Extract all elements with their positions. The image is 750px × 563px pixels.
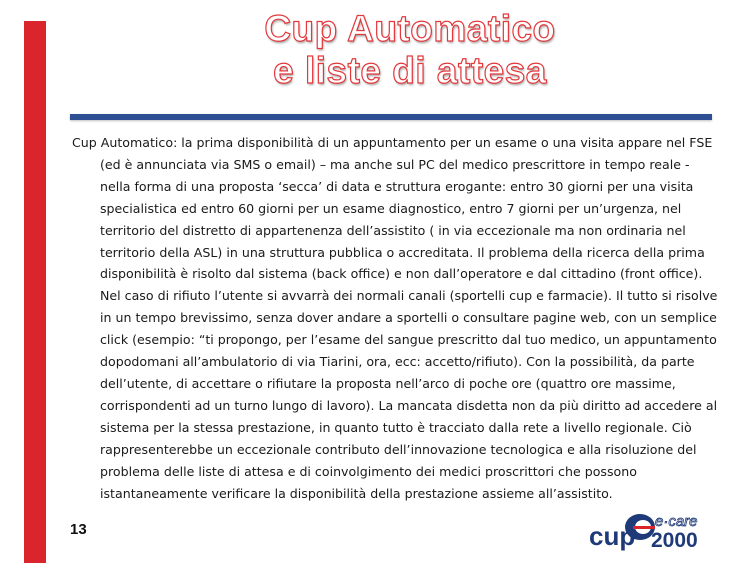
cup-ecare-2000-logo xyxy=(585,505,725,555)
left-accent-bar xyxy=(24,21,46,563)
title-line-1: Cup Automatico xyxy=(264,8,556,49)
logo-graphic xyxy=(585,505,725,555)
logo-text-cup: cup xyxy=(589,521,636,551)
title-line-2: e liste di attesa xyxy=(273,50,547,91)
logo-text-2000: 2000 xyxy=(651,529,698,552)
slide-title xyxy=(160,8,660,92)
logo-text-ecare: e·care xyxy=(655,513,698,530)
page-number: 13 xyxy=(70,521,87,538)
slide-body-text: Cup Automatico: la prima disponibilità di un appuntamento per un esame o una visita appare nel FSE (ed è annunciata via SMS o email) – ma anche sul PC del medico prescrittore in tempo reale - nella forma di una proposta ‘secca’ di data e struttura erogante: entro 30 giorni per una visita specialistica ed entro 60 giorni per un esame diagnostico, entro 7 giorni per un’urgenza, nel territorio del distretto di appartenenza dell’assistito ( in via eccezionale ma non ordinaria nel territorio della ASL) in una struttura pubblica o accreditata. Il problema della ricerca della prima disponibilità è risolto dal sistema (back office) e non dall’operatore e dal cittadino (front office). Nel caso di rifiuto l’utente si avvarrà dei normali canali (sportelli cup e farmacie). Il tutto si risolve in un tempo brevissimo, senza dover andare a sportelli o consultare pagine web, con un semplice click (esempio: “ti propongo, per l’esame del sangue prescritto dal tuo medico, un appuntamento dopodomani all’ambulatorio di via Tiarini, ora, ecc: accetto/rifiuto). Con la possibilità, da parte dell’utente, di accettare o rifiutare la proposta nell’arco di poche ore (quattro ore massime, corrispondenti ad un turno lungo di lavoro). La mancata disdetta non da più diritto ad accedere al sistema per la stessa prestazione, in quanto tutto è tracciato dalla rete a livello regionale. Ciò rappresenterebbe un eccezionale contributo dell’innovazione tecnologica e alla risoluzione del problema delle liste di attesa e di coinvolgimento dei medici proscrittori che possono istantaneamente verificare la disponibilità della prestazione assieme all’assistito. xyxy=(72,135,718,501)
title-divider xyxy=(70,114,712,120)
